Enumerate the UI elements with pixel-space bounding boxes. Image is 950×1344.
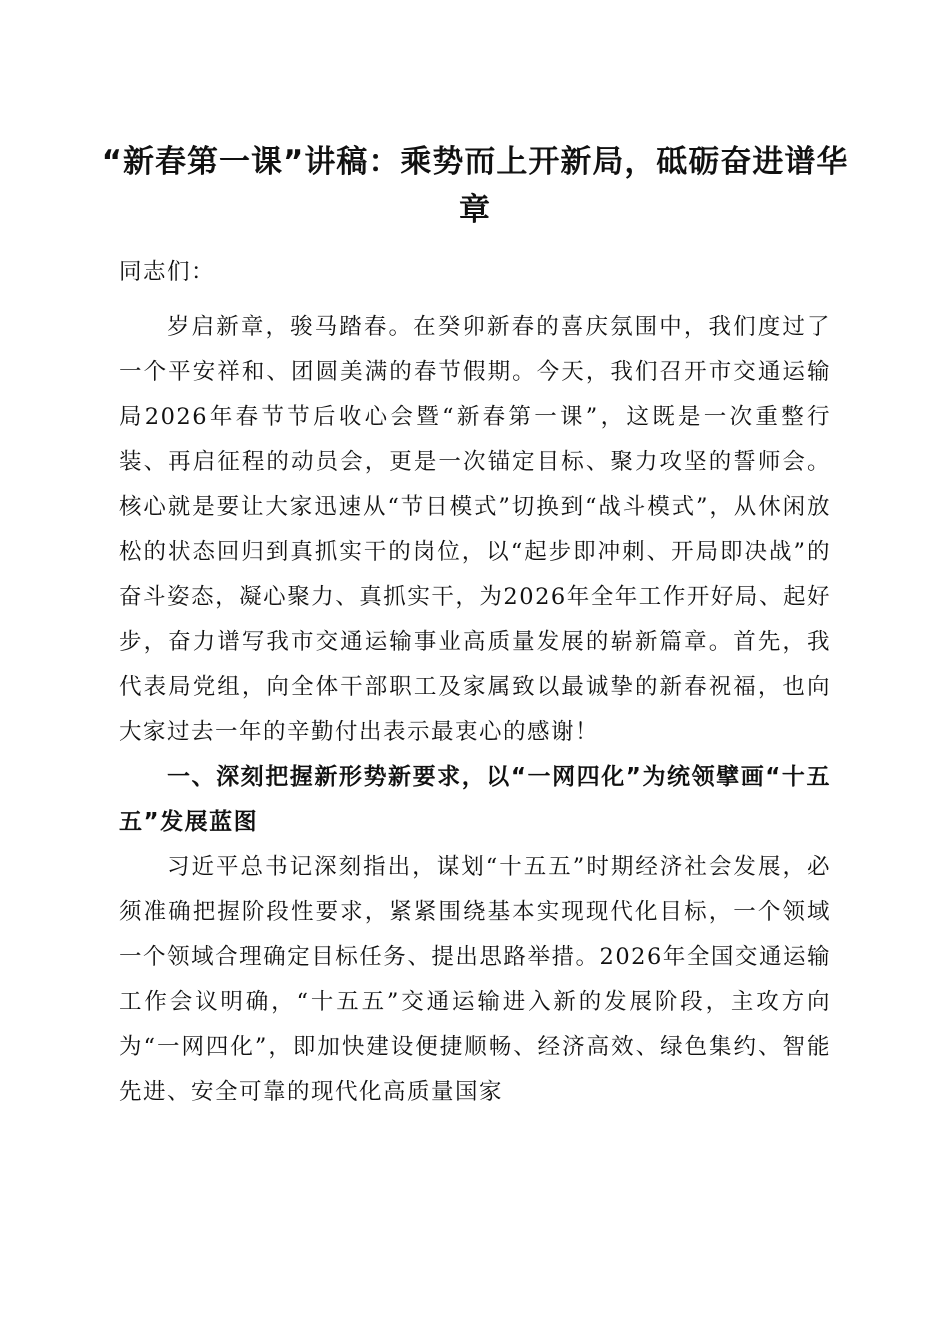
intro-paragraph: 岁启新章，骏马踏春。在癸卯新春的喜庆氛围中，我们度过了一个平安祥和、团圆美满的春节假期。今天，我们召开市交通运输局2026年春节节后收心会暨“新春第一课”，这既是一次重整行装、再启征程的动员会，更是一次锚定目标、聚力攻坚的誓师会。核心就是要让大家迅速从“节日模式”切换到“战斗模式”，从休闲放松的状态回归到真抓实干的岗位，以“起步即冲刺、开局即决战”的奋斗姿态，凝心聚力、真抓实干，为2026年全年工作开好局、起好步，奋力谱写我市交通运输事业高质量发展的崭新篇章。首先，我代表局党组，向全体干部职工及家属致以最诚挚的新春祝福，也向大家过去一年的辛勤付出表示最衷心的感谢！	[119, 314, 831, 745]
section-1-paragraph: 习近平总书记深刻指出，谋划“十五五”时期经济社会发展，必须准确把握阶段性要求，紧紧围绕基本实现现代化目标，一个领域一个领域合理确定目标任务、提出思路举措。2026年全国交通运输工作会议明确，“十五五”交通运输进入新的发展阶段，主攻方向为“一网四化”，即加快建设便捷顺畅、经济高效、绿色集约、智能先进、安全可靠的现代化高质量国家	[119, 854, 831, 1105]
document-title: “新春第一课”讲稿：乘势而上开新局，砥砺奋进谱华章	[101, 144, 849, 228]
greeting: 同志们：	[119, 259, 216, 285]
document-body	[119, 250, 831, 1115]
section-1-heading: 一、深刻把握新形势新要求，以“一网四化”为统领擘画“十五五”发展蓝图	[119, 764, 831, 835]
